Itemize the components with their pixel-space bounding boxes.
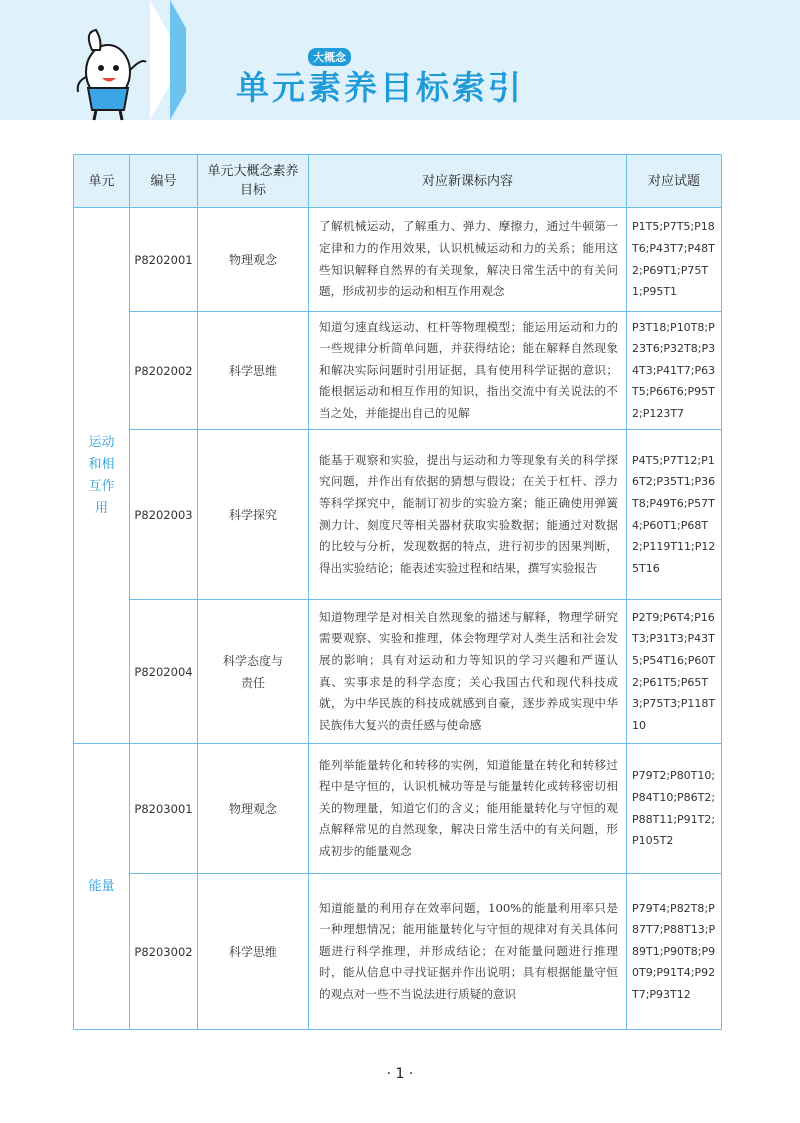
code-cell: P8202001 <box>130 208 198 312</box>
chevron-decoration <box>186 0 208 120</box>
header-content: 对应新课标内容 <box>309 155 627 208</box>
content-cell: 知道匀速直线运动、杠杆等物理模型；能运用运动和力的一些规律分析简单问题，并获得结论；能在解释自然现象和解决实际问题时引用证据，具有使用科学证据的意识；能根据运动和相互作用的知识，指出交流中有关说法的不当之处，并能提出自己的见解 <box>309 312 627 430</box>
table-row <box>74 600 722 744</box>
goal-cell <box>198 600 309 744</box>
index-table <box>73 154 722 1030</box>
header-items: 对应试题 <box>627 155 722 208</box>
content-cell: 知道能量的利用存在效率问题，100%的能量利用率只是一种理想情况；能用能量转化与守恒的规律对有关具体问题进行科学推理，并形成结论；在对能量问题进行推理时，能从信息中寻找证据并作出说明；具有根据能量守恒的观点对一些不当说法进行质疑的意识 <box>309 874 627 1030</box>
table-row <box>74 430 722 600</box>
page-number: · 1 · <box>386 1066 414 1082</box>
items-cell: P79T2;P80T10;P84T10;P86T2;P88T11;P91T2;P105T2 <box>627 744 722 874</box>
code-cell: P8202002 <box>130 312 198 430</box>
table-row <box>74 312 722 430</box>
items-cell: P3T18;P10T8;P23T6;P32T8;P34T3;P41T7;P63T5;P66T6;P95T2;P123T7 <box>627 312 722 430</box>
table-row <box>74 744 722 874</box>
items-cell: P79T4;P82T8;P87T7;P88T13;P89T1;P90T8;P90T9;P91T4;P92T7;P93T12 <box>627 874 722 1030</box>
title-badge: 大概念 <box>308 48 351 66</box>
content-cell: 了解机械运动，了解重力、弹力、摩擦力，通过牛顿第一定律和力的作用效果，认识机械运动和力的关系；能用这些知识解释自然界的有关现象，解决日常生活中的有关问题，形成初步的运动和相互作用观念 <box>309 208 627 312</box>
header-goal <box>198 155 309 208</box>
code-cell: P8202004 <box>130 600 198 744</box>
goal-cell: 物理观念 <box>198 744 309 874</box>
goal-cell: 物理观念 <box>198 208 309 312</box>
unit-cell-energy: 能量 <box>74 744 130 1030</box>
header-banner <box>0 0 800 120</box>
header-unit: 单元 <box>74 155 130 208</box>
mascot-icon <box>62 22 154 122</box>
table-row <box>74 874 722 1030</box>
unit-label: 运动和相互作用 <box>88 434 115 516</box>
goal-cell: 科学思维 <box>198 874 309 1030</box>
table-row <box>74 208 722 312</box>
header-code: 编号 <box>130 155 198 208</box>
items-cell: P1T5;P7T5;P18T6;P43T7;P48T2;P69T1;P75T1;P95T1 <box>627 208 722 312</box>
code-cell: P8203001 <box>130 744 198 874</box>
code-cell: P8202003 <box>130 430 198 600</box>
header-goal-label: 单元大概念素养目标 <box>207 164 299 198</box>
unit-cell-motion <box>74 208 130 744</box>
goal-label: 科学态度与责任 <box>223 653 284 690</box>
items-cell: P4T5;P7T12;P16T2;P35T1;P36T8;P49T6;P57T4;P60T1;P68T2;P119T11;P125T16 <box>627 430 722 600</box>
items-cell: P2T9;P6T4;P16T3;P31T3;P43T5;P54T16;P60T2;P61T5;P65T3;P75T3;P118T10 <box>627 600 722 744</box>
page-title: 单元素养目标索引 <box>236 68 524 107</box>
table-header-row <box>74 155 722 208</box>
content-cell: 能列举能量转化和转移的实例，知道能量在转化和转移过程中是守恒的，认识机械功等是与能量转化或转移密切相关的物理量，知道它们的含义；能用能量转化与守恒的观点解释常见的自然现象，解决日常生活中的有关问题，形成初步的能量观念 <box>309 744 627 874</box>
goal-cell: 科学探究 <box>198 430 309 600</box>
content-cell: 知道物理学是对相关自然现象的描述与解释，物理学研究需要观察、实验和推理，体会物理学对人类生活和社会发展的影响；具有对运动和力等知识的学习兴趣和严谨认真、实事求是的科学态度；关心我国古代和现代科技成就，为中华民族的科技成就感到自豪，逐步养成实现中华民族伟大复兴的责任感与使命感 <box>309 600 627 744</box>
content-cell: 能基于观察和实验，提出与运动和力等现象有关的科学探究问题，并作出有依据的猜想与假设；在关于杠杆、浮力等科学探究中，能制订初步的实验方案；能正确使用弹簧测力计、刻度尺等相关器材获取实验数据；能通过对数据的比较与分析，发现数据的特点，进行初步的因果判断，得出实验结论；能表述实验过程和结果，撰写实验报告 <box>309 430 627 600</box>
code-cell: P8203002 <box>130 874 198 1030</box>
goal-cell: 科学思维 <box>198 312 309 430</box>
